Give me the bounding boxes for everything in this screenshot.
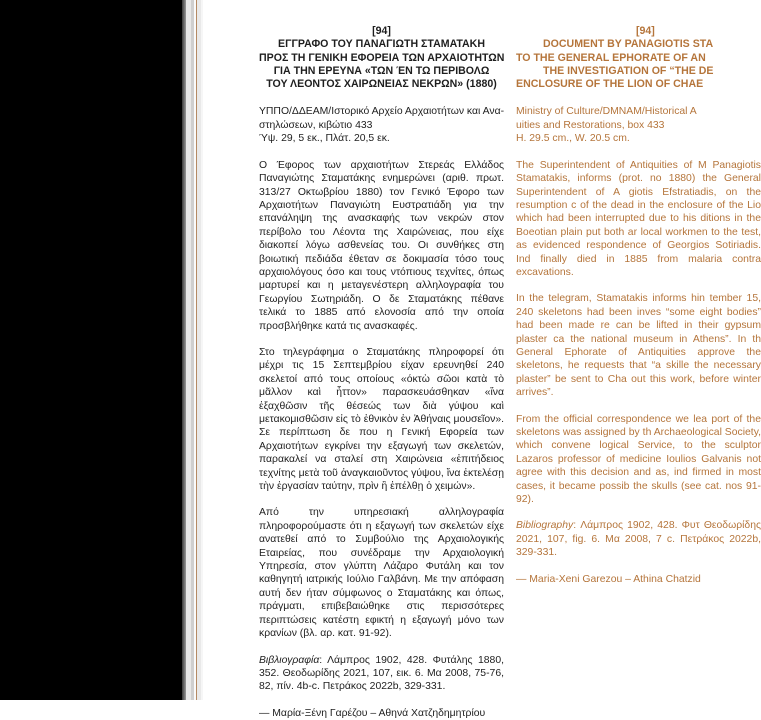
bibliography-text: : Λάμπρος 1902, 428. Φυτάλης 1880, 352. Θεοδωρίδης 2021, 107, εικ. 6. Μα 2008, 75-76, 82, πίν. 4b-c. Πετράκος 2022b, 329-331. xyxy=(259,654,504,693)
authors: — Maria-Xeni Garezou – Athina Chatzid xyxy=(516,573,701,585)
title-line: THE INVESTIGATION OF “THE DE xyxy=(543,64,714,77)
title-line: ΠΡΟΣ ΤΗ ΓΕΝΙΚΗ ΕΦΟΡΕΙΑ ΤΩΝ ΑΡΧΑΙΟΤΗΤΩΝ xyxy=(259,51,505,64)
entry-header xyxy=(259,25,504,91)
body-paragraph: From the official correspondence we lea port of the skeletons was assigned by th Archaeological Society, which convene logical Service, to the sculptor Lazaros professor of medicine Ioulios Galvanis not agree with this decision and as, ind firmed in most cases, it became possib the skulls (see cat. nos 91-92). xyxy=(516,413,761,506)
greek-column xyxy=(259,0,504,720)
body-paragraph: Στο τηλεγράφημα ο Σταματάκης πληροφορεί ότι μέχρι τις 15 Σεπτεμβρίου είχαν ερευνηθεί 240 σκελετοί από τους οποίους «όκτὼ σῶοι κατὰ τὸ μᾶλλον καὶ ἧττον» παρασκευάσθηκαν «ἵνα ἐξαχθῶσιν τῆς θέσεώς των διὰ γύψου καὶ μετακομισθῶσιν εἰς τὸ ἐθνικὸν ἐν Ἀθήναις μουσεῖον». Σε περίπτωση δε που η Γενική Εφορεία των Αρχαιοτήτων εγκρίνει την εξαγωγή των σκελετών, παρακαλεί να σταλεί στη Χαιρώνεια «ἐπιτήδειος τεχνίτης μετὰ τοῦ ἀναγκαιοῦντος γύψου, ἵνα ἐκτελέσῃ τὴν ἐργασίαν ταύτην, πρὶν ἢ ἐπέλθῃ ὁ χειμών». xyxy=(259,346,504,493)
authors: — Μαρία-Ξένη Γαρέζου – Αθηνά Χατζηδημητρίου xyxy=(259,707,486,719)
archive-reference xyxy=(259,105,504,145)
dark-background xyxy=(0,0,182,700)
archive-line: ΥΠΠΟ/ΔΔΕΑΜ/Ιστορικό Αρχείο Αρχαιοτήτων και Ανα- xyxy=(259,106,505,118)
page-edge xyxy=(201,0,203,700)
body-paragraph: Από την υπηρεσιακή αλληλογραφία πληροφορούμαστε ότι η εξαγωγή των σκελετών είχε ανατεθεί από το Συμβούλιο της Αρχαιολογικής Εταιρείας, που συνέδραμε την Αρχαιολογική Υπηρεσία, στον γλύπτη Λάζαρο Φυτάλη και τον καθηγητή ιατρικής Ιούλιο Γαλβάνη. Με την απόφαση αυτή δεν ήταν σύμφωνος ο Σταματάκης και όπως, πράγματι, επιβεβαιώθηκε στις περισσότερες περιπτώσεις κατέστη εφικτή η εξαγωγή μόνο των κρανίων (βλ. αρ. κατ. 91-92). xyxy=(259,507,504,640)
archive-line: H. 29.5 cm., W. 20.5 cm. xyxy=(516,133,630,145)
archive-line: uities and Restorations, box 433 xyxy=(516,119,665,131)
english-column xyxy=(516,0,761,586)
catalog-number: [94] xyxy=(636,25,655,37)
title-line: TO THE GENERAL EPHORATE OF AN xyxy=(516,51,706,64)
body-paragraph: In the telegram, Stamatakis informs hin tember 15, 240 skeletons had been inves “some eight bodies” had been made re can be lifted in their gypsum plaster ca the national museum in Athens”. In th General Ephorate of Antiquities approve the skeletons, he requests that “a skille the necessary plaster” be sent to Cha out this work, before winter arrives”. xyxy=(516,293,761,399)
body-paragraph: Ο Έφορος των αρχαιοτήτων Στερεάς Ελλάδος Παναγιώτης Σταματάκης ενημερώνει (αριθ. πρωτ. 313/27 Οκτωβρίου 1880) τον Γενικό Έφορο των Αρχαιοτήτων Παναγιώτη Ευστρατιάδη για την επανάληψη της ανασκαφής των νεκρών στον περίβολο του Λέοντα της Χαιρώνειας, που είχε διακοπεί λόγω ασθενείας του. Οι συνθήκες στη βοιωτική πεδιάδα έθεταν σε δοκιμασία τόσο τους αρχαιολόγους όσο και τους ντόπιους τεχνίτες, όπως μαρτυρεί και η μεταγενέστερη αλληλογραφία του Γεωργίου Σωτηριάδη. Ο δε Σταματάκης πέθανε τελικά το 1885 από ελονοσία από την οποία προσβλήθηκε κατά τις ανασκαφές. xyxy=(259,159,504,332)
catalog-number: [94] xyxy=(372,25,391,37)
archive-line: Ύψ. 29, 5 εκ., Πλάτ. 20,5 εκ. xyxy=(259,133,390,145)
bibliography-label: Bibliography xyxy=(516,520,574,532)
archive-line: Ministry of Culture/DMNAM/Historical A xyxy=(516,106,697,118)
title-line: ΕΓΓΡΑΦΟ ΤΟΥ ΠΑΝΑΓΙΩΤΗ ΣΤΑΜΑΤΑΚΗ xyxy=(278,38,485,51)
bibliography-text: : Λάμπρος 1902, 428. Φυτ Θεοδωρίδης 2021, 107, fig. 6. Μα 2008, 7 c. Πετράκος 2022b, 329-331. xyxy=(516,520,761,559)
title-line: ΤΟΥ ΛΕΟΝΤΟΣ ΧΑΙΡΩΝΕΙΑΣ ΝΕΚΡΩΝ» (1880) xyxy=(266,78,497,91)
archive-reference xyxy=(516,105,761,145)
title-line: ENCLOSURE OF THE LION OF CHAE xyxy=(516,78,704,91)
bibliography xyxy=(259,654,504,694)
archive-line: στηλώσεων, κιβώτιο 433 xyxy=(259,119,373,131)
bibliography xyxy=(516,519,761,559)
title-line: ΓΙΑ ΤΗΝ ΕΡΕΥΝΑ «ΤΩΝ ΈΝ ΤΩ ΠΕΡΙΒΟΛΩ xyxy=(273,64,490,77)
title-line: DOCUMENT BY PANAGIOTIS STA xyxy=(543,38,714,51)
entry-header xyxy=(516,25,761,91)
body-paragraph: The Superintendent of Antiquities of M Panagiotis Stamatakis, informs (prot. no 1880) the General Superintendent of A giotis Efstratiadis, on the resumption c of the dead in the enclosure of the Lio which had been interrupted due to his ditions in the Boeotian plain put both ar local workmen to the test, as evidenced respondence of Georgios Sotiriadis. Ind finally died in 1885 from malaria contra excavations. xyxy=(516,159,761,278)
bibliography-label: Βιβλιογραφία xyxy=(259,654,320,666)
